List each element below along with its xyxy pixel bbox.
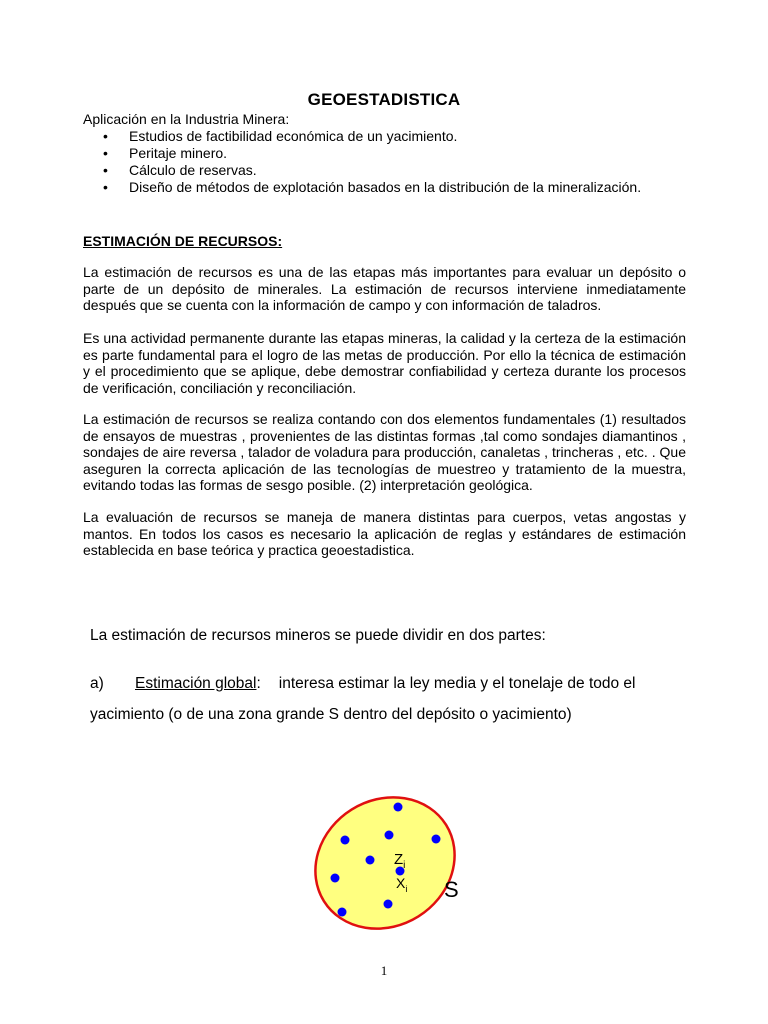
sample-point [331,874,340,883]
item-text: interesa estimar la ley media y el tonelaje de todo el [278,675,636,692]
sample-point [385,831,394,840]
list-item: • Peritaje minero. [103,145,228,161]
list-item: • Diseño de métodos de explotación basados en la distribución de la mineralización. [103,179,642,195]
label-s: S [444,877,459,902]
application-list [83,128,693,196]
paragraph: La estimación de recursos es una de las etapas más importantes para evaluar un depósito o parte de un depósito de minerales. La estimación de recursos interviene inmediatamente después que se cuenta con la información de campo y con información de taladros. [83,264,686,313]
document-title: GEOESTADISTICA [307,90,461,109]
sample-point [384,900,393,909]
item-continuation: yacimiento (o de una zona grande S dentro del depósito o yacimiento) [90,706,572,723]
paragraph: La evaluación de recursos se maneja de manera distintas para cuerpos, vetas angostas y mantos. En todos los casos es necesario la aplicación de reglas y estándares de estimación establecida en base teórica y practica geoestadistica. [83,509,686,558]
bullet-icon: • [103,162,108,178]
bullet-icon: • [103,145,108,161]
item-term: Estimación global [135,675,257,692]
lead-sentence: La estimación de recursos mineros se puede dividir en dos partes: [90,627,546,644]
sample-point [432,835,441,844]
intro-block [83,111,693,196]
list-item: • Cálculo de reservas. [103,162,257,178]
intro-label: Aplicación en la Industria Minera: [83,111,290,127]
sample-point [366,856,375,865]
item-marker: a) [90,675,104,692]
page-number: 1 [380,963,388,978]
bullet-icon: • [103,179,108,195]
region-diagram [300,780,490,950]
item-a [90,675,690,693]
paragraph: Es una actividad permanente durante las etapas mineras, la calidad y la certeza de la estimación es parte fundamental para el logro de las metas de producción. Por ello la técnica de estimación y el procedimiento que se aplique, debe demostrar confiabilidad y certeza durante los procesos de verificación, conciliación y reconciliación. [83,330,686,396]
sample-point [394,803,403,812]
item-colon: : [256,675,261,692]
label-x: $X_i$ [396,875,408,894]
region-figure [300,780,490,950]
paragraph: La estimación de recursos se realiza contando con dos elementos fundamentales (1) resultados de ensayos de muestras , provenientes de las distintas formas ,tal como sondajes diamantinos , sondajes de aire reversa , talador de voladura para producción, canaletas , trincheras , etc. . Que aseguren la correcta aplicación de las tecnologías de muestreo y tratamiento de la muestra, evitando todas las formas de sesgo posible. (2) interpretación geológica. [83,411,686,493]
bullet-icon: • [103,128,108,144]
sample-point [338,908,347,917]
label-z: $Z_i$ [394,851,406,871]
section-heading: ESTIMACIÓN DE RECURSOS: [83,233,283,249]
list-item: • Estudios de factibilidad económica de un yacimiento. [103,128,458,144]
sample-point [341,836,350,845]
region-s-ellipse [300,780,479,950]
